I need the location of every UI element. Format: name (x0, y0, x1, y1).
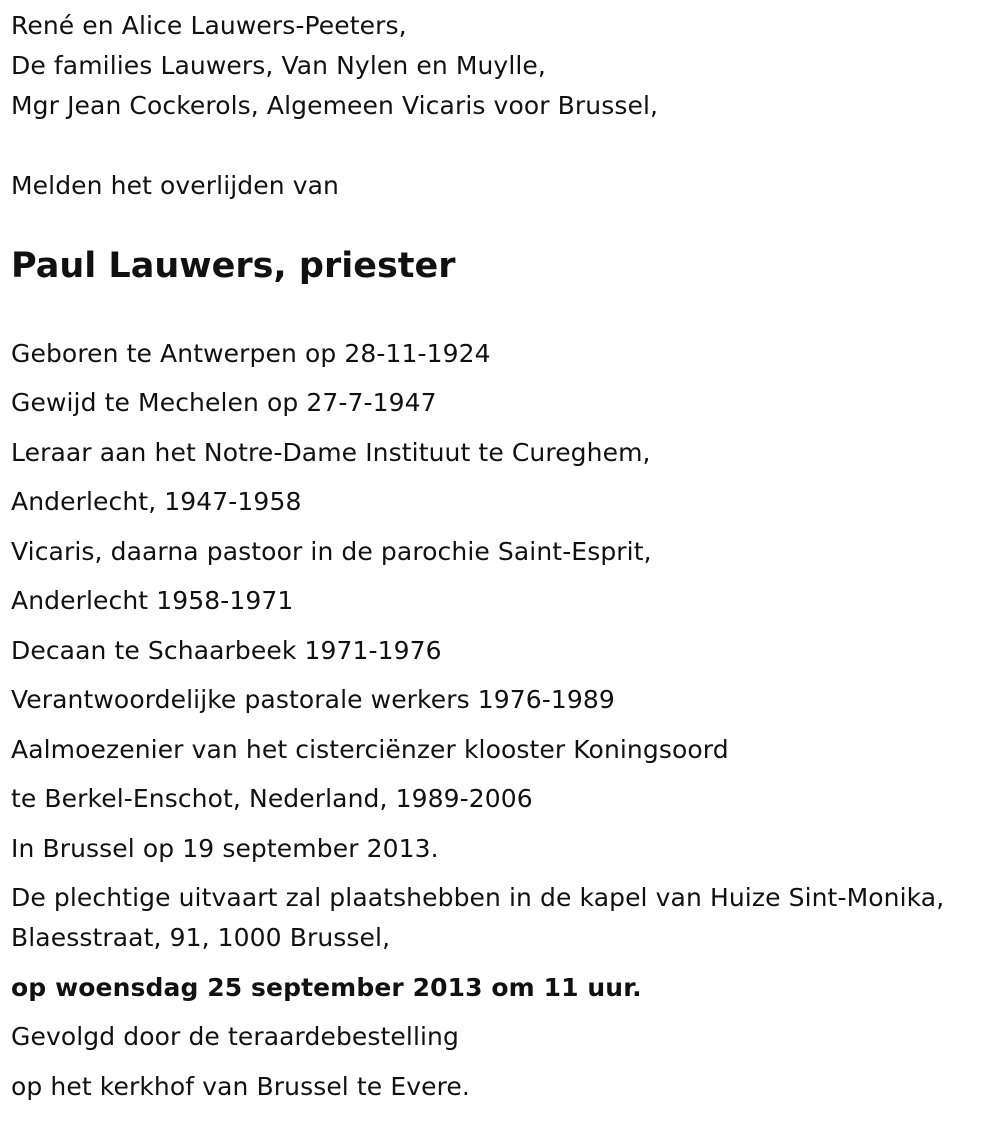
burial-line-2: op het kerkhof van Brussel te Evere. (11, 1072, 470, 1101)
burial-line-1: Gevolgd door de teraardebestelling (11, 1022, 459, 1051)
funeral-line-2: Blaesstraat, 91, 1000 Brussel, (11, 923, 391, 952)
bio-line-ordination: Gewijd te Mechelen op 27-7-1947 (11, 388, 437, 417)
bio-line-chaplain: Aalmoezenier van het cisterciënzer klooster Koningsoord (11, 735, 729, 764)
bio-line-birth: Geboren te Antwerpen op 28-11-1924 (11, 339, 491, 368)
intro-line-2: De families Lauwers, Van Nylen en Muylle, (11, 51, 546, 80)
bio-line-death: In Brussel op 19 september 2013. (11, 834, 439, 863)
intro-line-3: Mgr Jean Cockerols, Algemeen Vicaris voor Brussel, (11, 91, 659, 120)
bio-line-vicar: Vicaris, daarna pastoor in de parochie Saint-Esprit, (11, 537, 652, 566)
announcement: Melden het overlijden van (11, 171, 340, 200)
bio-line-pastoral: Verantwoordelijke pastorale werkers 1976-1989 (11, 685, 615, 714)
deceased-name: Paul Lauwers, priester (11, 246, 456, 286)
bio-line-teacher: Leraar aan het Notre-Dame Instituut te Cureghem, (11, 438, 651, 467)
bio-line-vicar-place: Anderlecht 1958-1971 (11, 586, 294, 615)
bio-line-teacher-place: Anderlecht, 1947-1958 (11, 487, 302, 516)
funeral-line-1: De plechtige uitvaart zal plaatshebben in de kapel van Huize Sint-Monika, (11, 883, 945, 912)
bio-line-dean: Decaan te Schaarbeek 1971-1976 (11, 636, 442, 665)
bio-line-chaplain-place: te Berkel-Enschot, Nederland, 1989-2006 (11, 784, 533, 813)
funeral-date: op woensdag 25 september 2013 om 11 uur. (11, 973, 642, 1002)
intro-line-1: René en Alice Lauwers-Peeters, (11, 11, 407, 40)
